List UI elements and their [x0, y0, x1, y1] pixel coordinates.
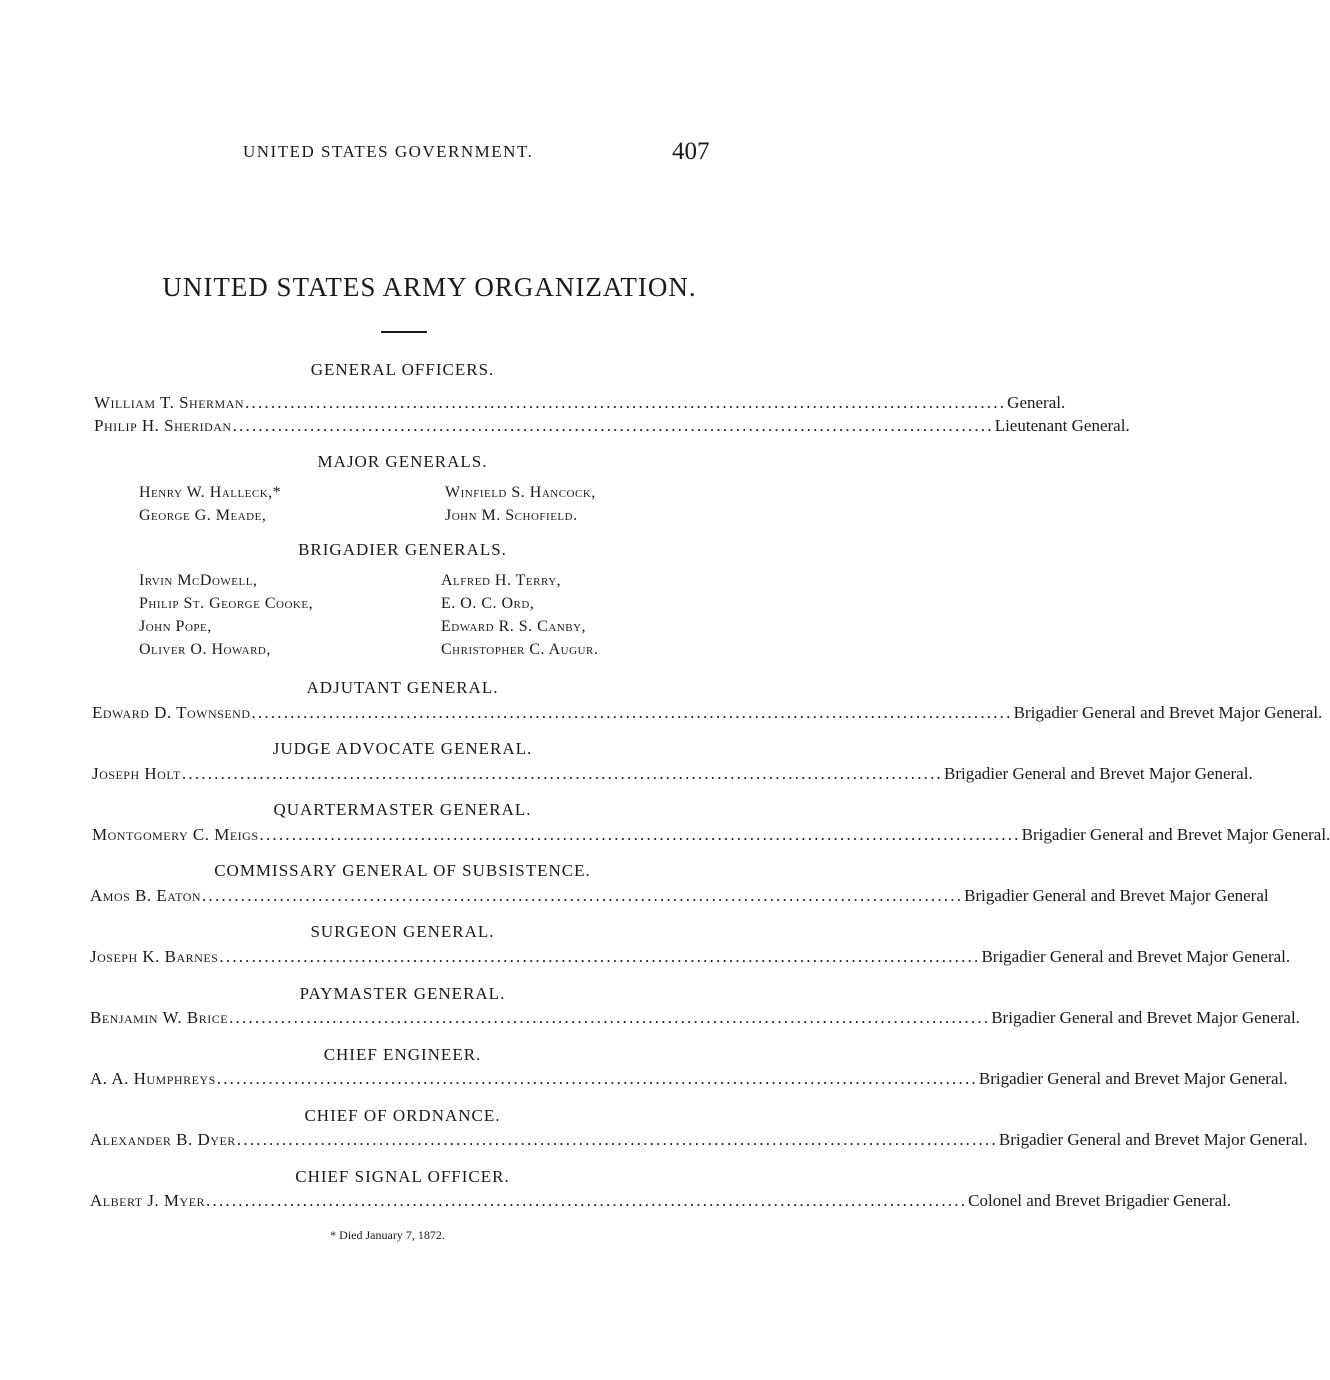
dot-leader: ......................................................................................................................: [236, 1130, 998, 1149]
officer-name: William T. Sherman: [94, 393, 245, 412]
name-list-item: Alfred H. Terry,: [441, 572, 562, 589]
officer-rank: Brigadier General and Brevet Major General.: [991, 1008, 1300, 1027]
officer-name: Albert J. Myer: [90, 1191, 206, 1210]
officer-name: Edward D. Townsend: [92, 703, 251, 722]
officer-name: Philip H. Sheridan: [94, 416, 232, 435]
name-list-item: E. O. C. Ord,: [441, 595, 535, 612]
running-title: UNITED STATES GOVERNMENT.: [243, 142, 534, 161]
name-column-right: [441, 569, 598, 661]
officer-name: Alexander B. Dyer: [90, 1130, 236, 1149]
section-heading-chief-signal-officer: CHIEF SIGNAL OFFICER.: [295, 1167, 510, 1186]
officer-name: Amos B. Eaton: [90, 886, 202, 905]
dot-leader: ......................................................................................................................: [229, 1008, 991, 1027]
dot-leader: ......................................................................................................................: [181, 764, 943, 783]
name-list-item: Irvin McDowell,: [139, 572, 258, 589]
footnote: * Died January 7, 1872.: [330, 1228, 445, 1242]
dot-leader: ......................................................................................................................: [259, 825, 1021, 844]
officer-rank: Brigadier General and Brevet Major General.: [1021, 825, 1330, 844]
name-list-item: John Pope,: [139, 618, 212, 635]
officer-name: Montgomery C. Meigs: [92, 825, 259, 844]
dot-leader: ......................................................................................................................: [206, 1191, 968, 1210]
name-column-right: [445, 481, 596, 527]
page-number: 407: [672, 138, 710, 165]
dot-leader: ......................................................................................................................: [232, 416, 994, 435]
officer-entry: [92, 764, 1253, 784]
officer-entry: [90, 1191, 1232, 1211]
officer-rank: General.: [1007, 393, 1066, 412]
name-list-item: Henry W. Halleck,*: [139, 484, 282, 501]
section-heading-quartermaster-general: QUARTERMASTER GENERAL.: [273, 800, 532, 819]
section-heading-chief-engineer: CHIEF ENGINEER.: [323, 1045, 482, 1064]
officer-rank: Lieutenant General.: [994, 416, 1130, 435]
dot-leader: ......................................................................................................................: [219, 947, 981, 966]
officer-entry: [90, 1069, 1288, 1089]
officer-name: A. A. Humphreys: [90, 1069, 216, 1088]
officer-entry: [90, 1130, 1308, 1150]
section-heading-chief-of-ordnance: CHIEF OF ORDNANCE.: [304, 1106, 501, 1125]
section-heading-adjutant-general: ADJUTANT GENERAL.: [306, 678, 499, 697]
section-heading-brigadier-generals: BRIGADIER GENERALS.: [298, 540, 507, 559]
officer-entry: [92, 703, 1323, 723]
section-heading-surgeon-general: SURGEON GENERAL.: [310, 922, 495, 941]
officer-rank: Brigadier General and Brevet Major General.: [1013, 703, 1323, 722]
officer-rank: Colonel and Brevet Brigadier General.: [968, 1191, 1232, 1210]
officer-name: Joseph Holt: [92, 764, 181, 783]
title-rule: [381, 331, 427, 333]
section-heading-paymaster-general: PAYMASTER GENERAL.: [299, 984, 506, 1003]
officer-name: Joseph K. Barnes: [90, 947, 219, 966]
name-list-item: Philip St. George Cooke,: [139, 595, 314, 612]
dot-leader: ......................................................................................................................: [245, 393, 1007, 412]
officer-name: Benjamin W. Brice: [90, 1008, 229, 1027]
section-heading-general-officers: GENERAL OFFICERS.: [310, 360, 495, 379]
officer-rank: Brigadier General and Brevet Major General.: [944, 764, 1253, 783]
officer-rank: Brigadier General and Brevet Major General.: [981, 947, 1291, 966]
name-list-item: Oliver O. Howard,: [139, 641, 271, 658]
running-head: [0, 138, 859, 166]
officer-entry: [90, 1008, 1300, 1028]
officer-rank: Brigadier General and Brevet Major General.: [978, 1069, 1288, 1088]
officer-rank: Brigadier General and Brevet Major General: [964, 886, 1269, 905]
officer-entry: [94, 416, 1130, 436]
officer-rank: Brigadier General and Brevet Major General.: [998, 1130, 1308, 1149]
officer-entry: [94, 393, 1066, 413]
name-list-item: Edward R. S. Canby,: [441, 618, 587, 635]
section-heading-judge-advocate-general: JUDGE ADVOCATE GENERAL.: [272, 739, 533, 758]
name-column-left: [139, 569, 313, 661]
name-list-item: Winfield S. Hancock,: [445, 484, 596, 501]
dot-leader: ......................................................................................................................: [251, 703, 1013, 722]
page-title: UNITED STATES ARMY ORGANIZATION.: [162, 272, 697, 302]
section-heading-major-generals: MAJOR GENERALS.: [317, 452, 488, 471]
name-list-item: George G. Meade,: [139, 507, 267, 524]
officer-entry: [90, 886, 1269, 906]
name-list-item: Christopher C. Augur.: [441, 641, 599, 658]
dot-leader: ......................................................................................................................: [216, 1069, 978, 1088]
name-column-left: [139, 481, 281, 527]
section-heading-commissary-general: COMMISSARY GENERAL OF SUBSISTENCE.: [214, 861, 591, 880]
name-list-item: John M. Schofield.: [445, 507, 578, 524]
dot-leader: ......................................................................................................................: [202, 886, 964, 905]
officer-entry: [92, 825, 1330, 845]
officer-entry: [90, 947, 1291, 967]
